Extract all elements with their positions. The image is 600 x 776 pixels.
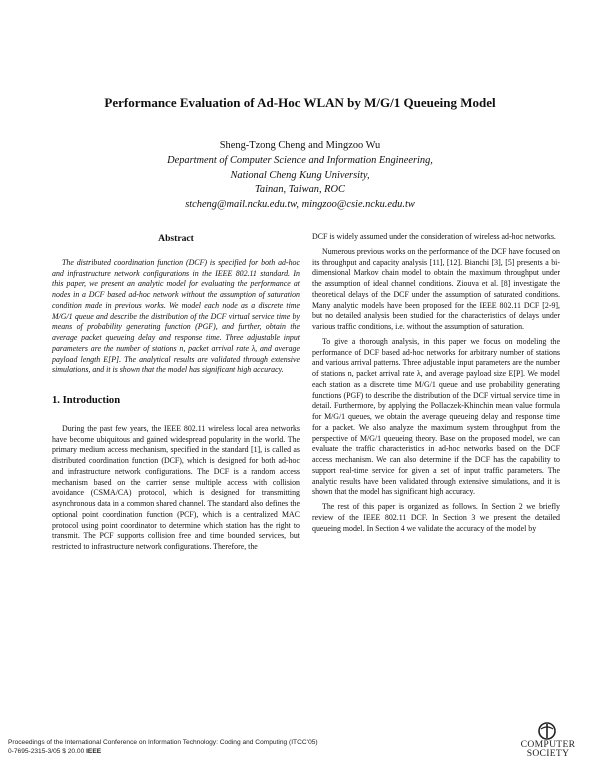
introduction-heading: 1. Introduction: [52, 395, 121, 406]
logo-text-computer: COMPUTER: [520, 739, 576, 750]
footer-ieee: IEEE: [86, 748, 102, 755]
right-paragraph-continuation: DCF is widely assumed under the consideration of wireless ad-hoc networks.: [312, 232, 556, 241]
computer-society-emblem-icon: [538, 722, 556, 740]
proceedings-footer: [8, 738, 318, 756]
right-column: [312, 232, 560, 534]
paper-title: Performance Evaluation of Ad-Hoc WLAN by M/G/1 Queueing Model: [104, 95, 496, 110]
affiliation-university: National Cheng Kung University,: [230, 169, 370, 181]
author-emails: stcheng@mail.ncku.edu.tw, mingzoo@csie.ncku.edu.tw: [185, 199, 415, 211]
author-block: [40, 139, 560, 213]
right-paragraph-approach: To give a thorough analysis, in this paper we focus on modeling the performance of DCF based ad-hoc networks for arbitrary number of stations and various arrival patterns. Three adjustable input parameters are the number of stations n, packet arrival rate λ, and average payload size E[P]. We model each station as a discrete time M/G/1 queue and use probability generating functions (PGF) to describe the distribution of the DCF virtual service time in detail. Furthermore, by applying the Pollaczek-Khinchin mean value formula for M/G/1 queues, we obtain the average queueing delay and response time for a packet. We also analyze the maximum system throughput from the perspective of M/G/1 queueing theory. Base on the proposed model, we can evaluate the traffic characteristics in ad-hoc networks based on the DCF access mechanism. We can also determine if the DCF has the capability to support real-time service for given a set of input traffic parameters. The analytic results have been validated through extensive simulations, and it is shown that the model has significant high accuracy.: [312, 336, 560, 497]
logo-text: [512, 740, 584, 758]
footer-isbn: 0-7695-2315-3/05 $ 20.00: [8, 748, 87, 755]
abstract-heading: Abstract: [158, 233, 194, 244]
abstract-body: The distributed coordination function (DCF) is specified for both ad-hoc and infrastructure network configurations in the IEEE 802.11 standard. In this paper, we present an analytic model for evaluating the performance at nodes in a DCF based ad-hoc network without the assumption of saturation condition made in previous works. We model each node as a discrete time M/G/1 queue and describe the distribution of the DCF virtual service time by means of probability generating function (PGF), and further, obtain the average packet queueing delay and response time. Three adjustable input parameters are the number of stations n, packet arrival rate λ, and average payload length E[P]. The analytical results are validated through extensive simulations, and it is shown that the model has significant high accuracy.: [52, 257, 300, 375]
computer-society-logo: [512, 722, 584, 770]
affiliation-department: Department of Computer Science and Information Engineering,: [167, 154, 433, 166]
right-paragraph-organization: The rest of this paper is organized as follows. In Section 2 we briefly review of the IEEE 802.11 DCF. In Section 3 we present the detailed queueing model. In Section 4 we validate the accuracy of the model by: [312, 502, 560, 533]
introduction-paragraph: During the past few years, the IEEE 802.11 wireless local area networks have become ubiquitous and gained widespread popularity in the world. The primary medium access mechanism, specified in the standard [1], is called as distributed coordination function (DCF), which is designed for both ad-hoc and infrastructure network configurations. The DCF is a random access mechanism based on the carrier sense multiple access with collision avoidance (CSMA/CA) protocol, which is designed for transmitting asynchronous data in a common shared channel. The standard also defines the optional point coordination function (PCF), which is a centralized MAC protocol using point coordinator to determine which station has the right to transmit. The PCF supports collision free and time bounded services, but restricted to infrastructure network configurations. Therefore, the: [52, 423, 300, 551]
footer-proceedings-line: Proceedings of the International Conference on Information Technology: Coding and Computing (ITCC’05): [8, 739, 318, 746]
right-paragraph-previous-works: Numerous previous works on the performance of the DCF have focused on its throughput and capacity analysis [11], [12]. Bianchi [3], [5] presents a bi-dimensional Markov chain model to obtain the maximum throughput under the assumption of ideal channel conditions. Ziouva et al. [8] investigate the theoretical delays of the DCF under the assumption of saturated conditions. Many analytic models have been proposed for the IEEE 802.11 DCF [2-9], but no detailed analysis been studied for the characteristics of delays under various traffic conditions, i.e. without the assumption of saturation.: [312, 246, 560, 331]
left-column: [52, 234, 300, 553]
affiliation-location: Tainan, Taiwan, ROC: [255, 184, 345, 196]
footer-isbn-line: [8, 747, 318, 756]
logo-text-society: SOCIETY: [526, 748, 570, 759]
author-names: Sheng-Tzong Cheng and Mingzoo Wu: [219, 140, 381, 151]
